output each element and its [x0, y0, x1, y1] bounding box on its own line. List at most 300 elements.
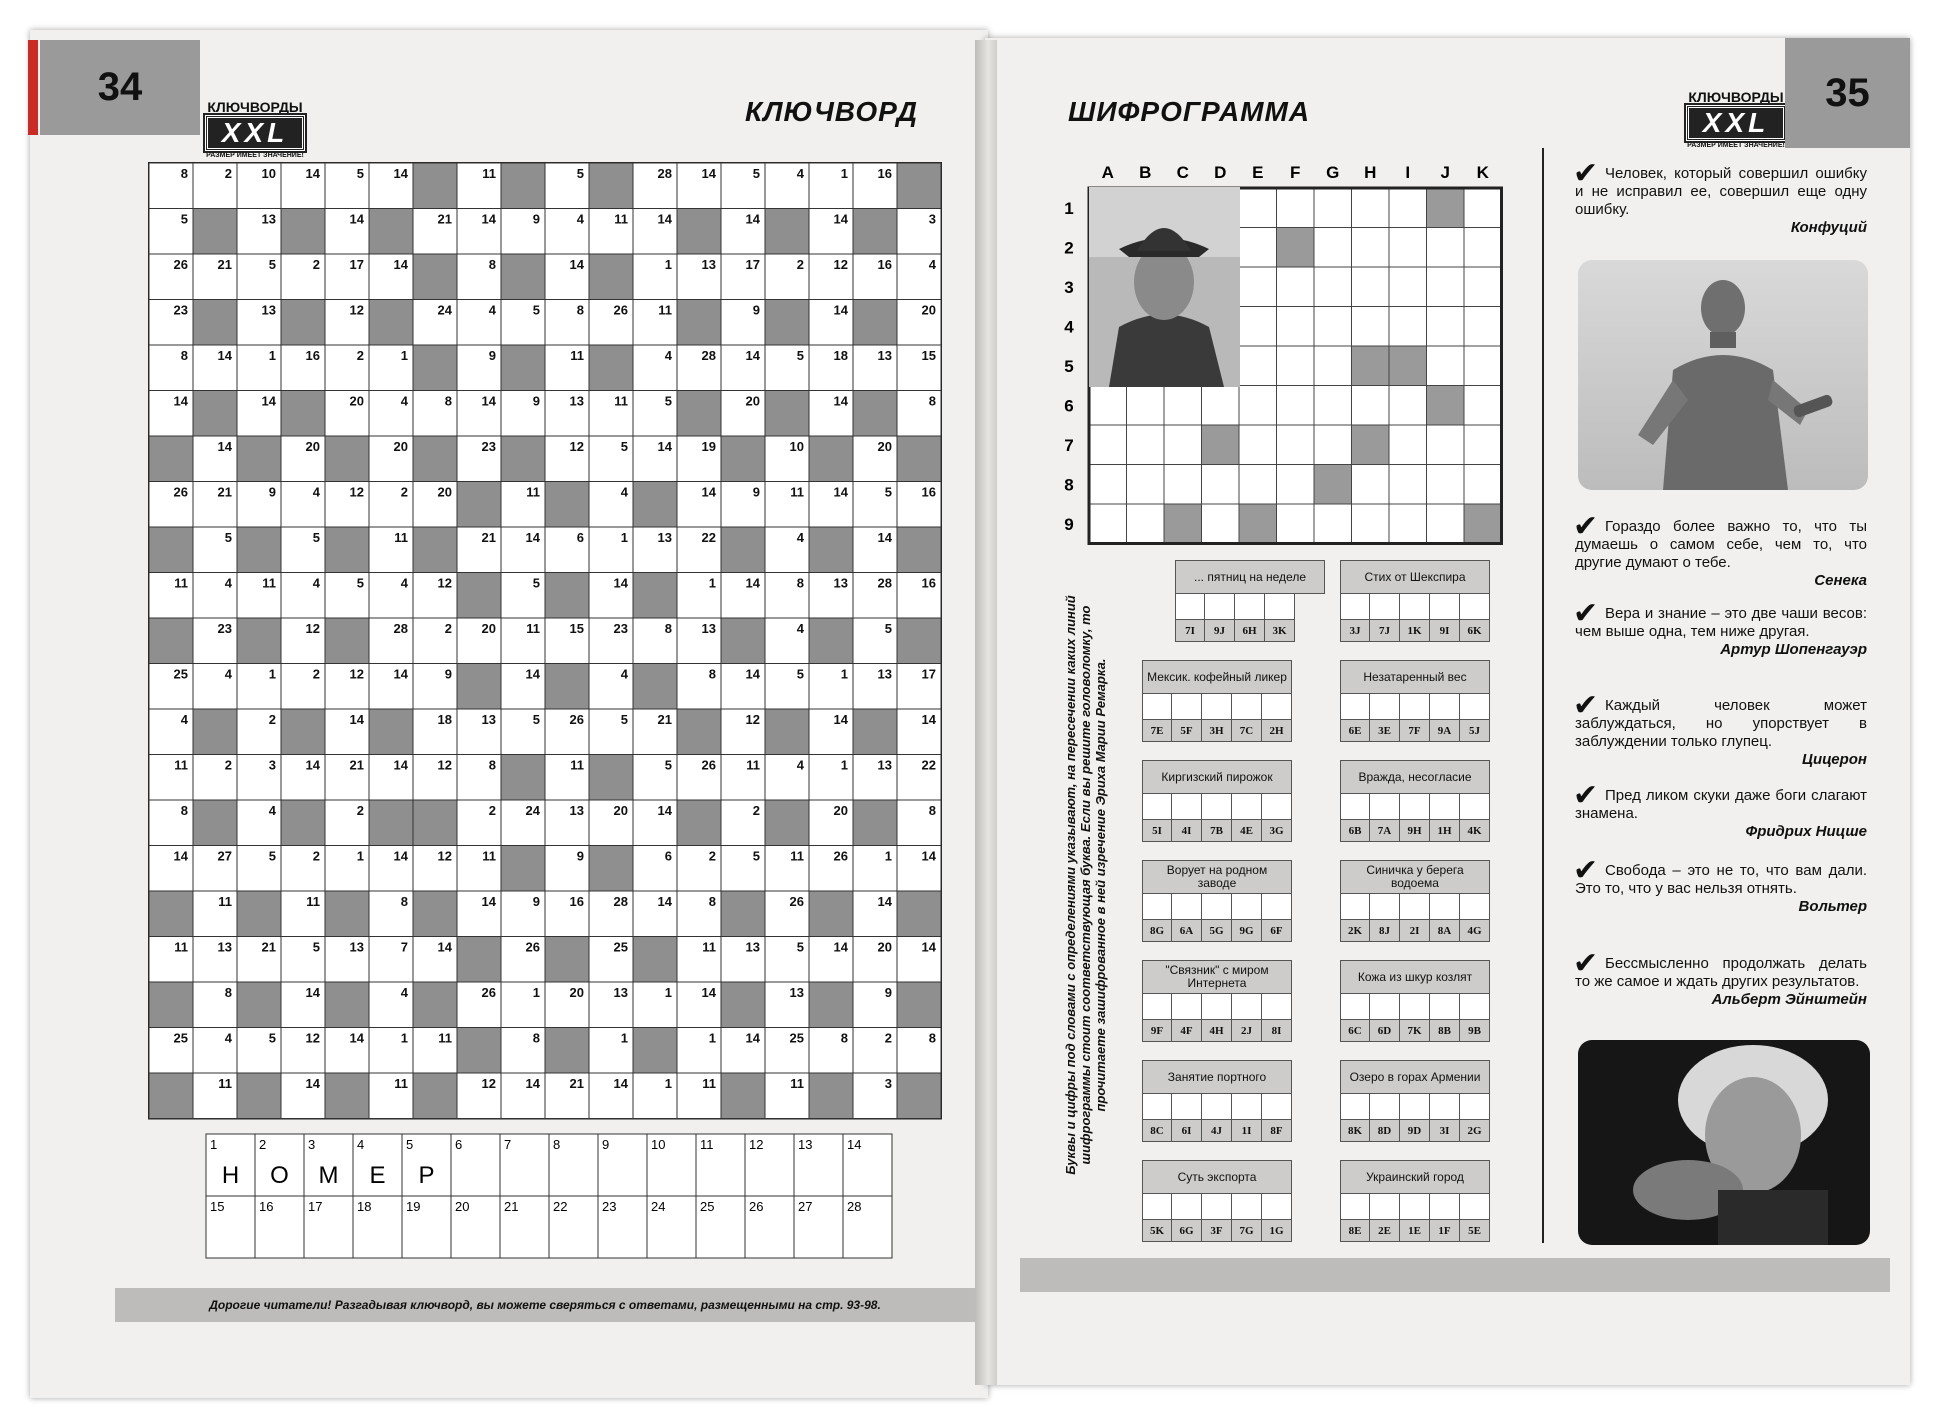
kw-cell-number: 11 [262, 575, 276, 591]
cipher-cell [1389, 267, 1427, 307]
kw-cell-number: 20 [305, 439, 320, 454]
cipher-cell [1314, 228, 1352, 268]
clue-letter-cell[interactable] [1370, 894, 1400, 920]
page-number-right: 35 [1785, 38, 1910, 148]
clue-letter-cell[interactable] [1262, 794, 1292, 820]
cipher-cell [1464, 465, 1502, 505]
kw-cell-number: 1 [268, 348, 276, 363]
clue-letter-cell[interactable] [1370, 1094, 1400, 1120]
cipher-cell [1464, 307, 1502, 347]
clue-letter-cell[interactable] [1172, 894, 1202, 920]
footer-note-left: Дорогие читатели! Разгадывая ключворд, вы можете сверяться с ответами, размещенными на стр. 93-98. [115, 1288, 975, 1322]
cipher-cell [1389, 346, 1427, 386]
kw-cell-number: 14 [305, 985, 320, 1000]
kw-cell [413, 436, 457, 482]
clue-letter-cell[interactable] [1460, 1194, 1490, 1220]
clue-letter-cell[interactable] [1370, 594, 1400, 620]
kw-cell-number: 5 [356, 166, 364, 181]
kw-cell-number: 14 [657, 439, 672, 454]
clue-code: 6F [1262, 920, 1292, 942]
kw-cell-number: 12 [437, 848, 452, 864]
quote-block [1575, 605, 1867, 659]
clue-letter-cell[interactable] [1172, 1094, 1202, 1120]
kw-cell [677, 709, 721, 755]
kw-cell-number: 5 [180, 211, 188, 227]
clue-letter-cell[interactable] [1400, 694, 1430, 720]
cipher-row-label: 1 [1064, 198, 1074, 218]
answer-number: 5 [406, 1137, 414, 1152]
kw-cell [589, 345, 633, 391]
kw-cell-number: 14 [833, 484, 848, 500]
kw-cell-number: 1 [400, 348, 408, 363]
clue-code: 3I [1430, 1120, 1460, 1142]
clue-letter-cell[interactable] [1340, 994, 1370, 1020]
clue-letter-cell[interactable] [1340, 594, 1370, 620]
quote-author: Фридрих Ницше [1745, 823, 1867, 840]
answer-letter: Р [418, 1162, 435, 1189]
kw-cell-number: 15 [921, 348, 936, 363]
clue-letter-cell[interactable] [1430, 594, 1460, 620]
kw-cell-number: 13 [789, 985, 804, 1000]
clue-box [1340, 660, 1490, 742]
kw-cell-number: 8 [576, 302, 584, 318]
kw-cell-number: 11 [658, 302, 672, 318]
brand-tagline: РАЗМЕР ИМЕЕТ ЗНАЧЕНИЕ! [1687, 142, 1785, 149]
clue-box [1142, 1160, 1292, 1242]
clue-letter-cell[interactable] [1202, 694, 1232, 720]
kw-cell-number: 12 [305, 621, 320, 636]
kw-cell [457, 1028, 501, 1074]
clue-letter-cell[interactable] [1460, 594, 1490, 620]
clue-letter-cell[interactable] [1172, 1194, 1202, 1220]
cipher-cell [1352, 504, 1390, 544]
kw-cell [193, 709, 237, 755]
cipher-instructions: Буквы и цифры под словами с определениями указывают, на пересечении каких линий шифрограммы стоит соответствующая буква. Если вы решите головоломку, то прочитаете зашифрованное в ней изречение Эриха Марии Ремарка. [1063, 595, 1108, 1175]
brand-logo-left [205, 100, 305, 160]
kw-cell-number: 1 [664, 1076, 672, 1091]
cipher-col-label: E [1252, 163, 1264, 182]
clue-text: Незатаренный вес [1340, 660, 1490, 694]
kw-cell-number: 4 [620, 484, 628, 500]
answer-number: 10 [651, 1137, 666, 1152]
clue-letter-cell[interactable] [1460, 694, 1490, 720]
kw-cell-number: 3 [884, 1076, 892, 1091]
clue-letter-cell[interactable] [1235, 594, 1265, 620]
cipher-cell [1389, 188, 1427, 228]
kw-cell-number: 2 [224, 757, 232, 773]
checkmark-icon: ✔ [1573, 688, 1599, 723]
kw-cell-number: 14 [217, 439, 232, 454]
kw-cell-number: 14 [657, 803, 672, 818]
kw-cell-number: 14 [833, 393, 848, 409]
cipher-cell [1314, 188, 1352, 228]
kw-cell-number: 13 [569, 393, 584, 409]
cipher-cell [1427, 267, 1465, 307]
kw-cell-number: 21 [481, 530, 496, 545]
cipher-cell [1352, 188, 1390, 228]
clue-code: 6D [1370, 1020, 1400, 1042]
answer-number: 13 [798, 1137, 813, 1152]
cipher-cell [1089, 465, 1127, 505]
kw-cell [237, 618, 281, 664]
kw-cell [149, 982, 193, 1028]
clue-code: 6K [1460, 620, 1490, 642]
cipher-cell [1277, 425, 1315, 465]
clue-text: Украинский город [1340, 1160, 1490, 1194]
cipher-cell [1277, 307, 1315, 347]
kw-cell-number: 11 [570, 757, 584, 773]
kw-cell-number: 11 [702, 1076, 716, 1091]
clue-letter-cell[interactable] [1232, 1194, 1262, 1220]
clue-code: 6G [1172, 1220, 1202, 1242]
cipher-cell [1239, 425, 1277, 465]
kw-cell-number: 13 [217, 939, 232, 955]
clue-letter-cell[interactable] [1262, 894, 1292, 920]
clue-letter-cell[interactable] [1340, 794, 1370, 820]
kw-cell-number: 11 [306, 894, 320, 909]
clue-letter-cell[interactable] [1430, 794, 1460, 820]
kw-cell-number: 20 [877, 439, 892, 454]
clue-letter-cell[interactable] [1400, 1094, 1430, 1120]
clue-letter-cell[interactable] [1172, 694, 1202, 720]
checkmark-icon: ✔ [1573, 596, 1599, 631]
kw-cell-number: 28 [877, 575, 892, 591]
kw-cell-number: 12 [833, 257, 848, 272]
kw-cell-number: 14 [833, 939, 848, 955]
kw-cell-number: 28 [393, 621, 408, 636]
clue-code: 1K [1400, 620, 1430, 642]
kw-cell [501, 846, 545, 892]
clue-letter-cell[interactable] [1340, 1094, 1370, 1120]
clue-letter-cell[interactable] [1262, 994, 1292, 1020]
clue-text: ... пятниц на неделе [1175, 560, 1325, 594]
kw-cell-number: 14 [701, 985, 716, 1000]
answer-number: 22 [553, 1199, 568, 1214]
answer-number: 11 [700, 1137, 714, 1152]
clue-letter-cell[interactable] [1262, 1094, 1292, 1120]
kw-cell [281, 709, 325, 755]
clue-letter-cell[interactable] [1232, 894, 1262, 920]
kw-cell-number: 19 [701, 439, 716, 454]
quote-author: Артур Шопенгауэр [1720, 641, 1867, 658]
cipher-cell [1239, 465, 1277, 505]
cipher-cell [1239, 504, 1277, 544]
clue-letter-cell[interactable] [1232, 694, 1262, 720]
clue-letter-cell[interactable] [1142, 694, 1172, 720]
clue-letter-cell[interactable] [1142, 894, 1172, 920]
cipher-cell [1464, 346, 1502, 386]
kw-cell-number: 23 [481, 439, 496, 454]
kw-cell-number: 11 [790, 1076, 804, 1091]
kw-cell-number: 11 [526, 621, 540, 636]
clue-letter-cell[interactable] [1142, 994, 1172, 1020]
kw-cell [369, 709, 413, 755]
kw-cell-number: 14 [525, 1076, 540, 1091]
cipher-cell [1427, 346, 1465, 386]
kw-cell-number: 5 [796, 666, 804, 682]
clue-text: Мексик. кофейный ликер [1142, 660, 1292, 694]
kw-cell-number: 16 [569, 894, 584, 909]
cipher-col-label: K [1476, 163, 1489, 182]
kw-cell-number: 20 [833, 803, 848, 818]
kw-cell-number: 11 [174, 575, 188, 591]
clue-box [1340, 1160, 1490, 1242]
kw-cell-number: 13 [701, 257, 716, 272]
cipher-cell [1089, 386, 1127, 426]
kw-cell-number: 14 [349, 712, 364, 727]
clue-letter-cell[interactable] [1172, 994, 1202, 1020]
kw-cell-number: 8 [532, 1030, 540, 1046]
clue-letter-cell[interactable] [1202, 1194, 1232, 1220]
clue-letter-cell[interactable] [1340, 694, 1370, 720]
clue-letter-cell[interactable] [1430, 694, 1460, 720]
kw-cell-number: 11 [614, 393, 628, 409]
clue-letter-cell[interactable] [1172, 794, 1202, 820]
kw-cell-number: 13 [569, 803, 584, 818]
brand-tagline: РАЗМЕР ИМЕЕТ ЗНАЧЕНИЕ! [206, 152, 304, 159]
kw-cell-number: 1 [840, 666, 848, 682]
clue-code: 7G [1232, 1220, 1262, 1242]
clue-letter-cell[interactable] [1205, 594, 1235, 620]
kw-cell-number: 15 [569, 621, 584, 636]
kw-cell-number: 5 [356, 575, 364, 591]
kw-cell [457, 937, 501, 983]
cipher-col-label: H [1364, 163, 1377, 182]
clue-letter-cell[interactable] [1370, 794, 1400, 820]
kw-cell-number: 11 [482, 166, 496, 181]
clue-letter-cell[interactable] [1232, 1094, 1262, 1120]
clue-code: 9F [1142, 1020, 1172, 1042]
clue-code: 2K [1340, 920, 1370, 942]
brand-logo-right [1686, 90, 1786, 150]
kw-cell [633, 573, 677, 619]
clue-letter-cell[interactable] [1370, 994, 1400, 1020]
clue-letter-cell[interactable] [1460, 994, 1490, 1020]
kw-cell [369, 300, 413, 346]
kw-cell-number: 4 [796, 166, 804, 181]
cipher-cell [1352, 228, 1390, 268]
clue-letter-cell[interactable] [1370, 1194, 1400, 1220]
answer-number: 25 [700, 1199, 715, 1214]
cipher-cell [1464, 228, 1502, 268]
kw-cell-number: 16 [877, 166, 892, 181]
kw-cell [193, 391, 237, 437]
clue-letter-cell[interactable] [1232, 794, 1262, 820]
clue-letter-cell[interactable] [1430, 1194, 1460, 1220]
kw-cell-number: 14 [525, 530, 540, 545]
kw-cell-number: 12 [569, 439, 584, 454]
clue-letter-cell[interactable] [1430, 994, 1460, 1020]
clue-letter-cell[interactable] [1400, 994, 1430, 1020]
kw-cell-number: 24 [437, 302, 452, 318]
kw-cell [457, 573, 501, 619]
clue-letter-cell[interactable] [1460, 1094, 1490, 1120]
clue-code: 4H [1202, 1020, 1232, 1042]
kw-cell-number: 1 [840, 166, 848, 181]
clue-letter-cell[interactable] [1460, 894, 1490, 920]
clue-code: 5G [1202, 920, 1232, 942]
kw-cell [897, 527, 941, 573]
cipher-cell [1277, 188, 1315, 228]
kw-cell-number: 8 [796, 575, 804, 591]
clue-code: 2H [1262, 720, 1292, 742]
cipher-cell [1464, 425, 1502, 465]
clue-letter-cell[interactable] [1400, 894, 1430, 920]
kw-cell [897, 436, 941, 482]
kw-cell [677, 300, 721, 346]
kw-cell-number: 12 [349, 302, 364, 318]
kw-cell-number: 14 [393, 166, 408, 181]
kw-cell-number: 14 [305, 166, 320, 181]
clue-letter-cell[interactable] [1430, 1094, 1460, 1120]
cipher-cell [1239, 386, 1277, 426]
clue-letter-cell[interactable] [1400, 1194, 1430, 1220]
kw-cell [633, 482, 677, 528]
kw-cell-number: 13 [613, 985, 628, 1000]
kw-cell-number: 14 [393, 666, 408, 682]
kw-cell-number: 3 [928, 211, 936, 227]
clue-letter-cell[interactable] [1370, 694, 1400, 720]
kw-cell-number: 11 [438, 1030, 452, 1046]
kw-cell-number: 12 [437, 575, 452, 591]
cipher-cell [1389, 465, 1427, 505]
kw-cell-number: 4 [488, 302, 496, 318]
kw-cell [897, 618, 941, 664]
kw-cell-number: 11 [570, 348, 584, 363]
clue-letter-cell[interactable] [1202, 994, 1232, 1020]
cipher-cell [1314, 307, 1352, 347]
clue-box [1142, 960, 1292, 1042]
quote-text: Человек, который совершил ошибку и не исправил ее, совершил еще одну ошибку. [1575, 165, 1867, 218]
answer-number: 24 [651, 1199, 666, 1214]
kw-cell [809, 891, 853, 937]
clue-letter-cell[interactable] [1142, 794, 1172, 820]
kw-cell-number: 5 [796, 348, 804, 363]
kw-cell-number: 4 [576, 211, 584, 227]
kw-cell [457, 664, 501, 710]
kw-cell-number: 13 [877, 666, 892, 682]
answer-number: 21 [504, 1199, 519, 1214]
clue-letter-cell[interactable] [1265, 594, 1295, 620]
kw-cell-number: 13 [877, 348, 892, 363]
cipher-cell [1389, 228, 1427, 268]
quote-text: Вера и знание – это две чаши весов: чем выше одна, тем ниже другая. [1575, 605, 1867, 640]
cipher-row-label: 2 [1064, 238, 1074, 258]
kw-cell-number: 4 [400, 985, 408, 1000]
kw-cell-number: 23 [217, 621, 232, 636]
cipher-cell [1389, 425, 1427, 465]
clue-code: 3E [1370, 720, 1400, 742]
clue-letter-cell[interactable] [1142, 1194, 1172, 1220]
answer-number: 6 [455, 1137, 463, 1152]
clue-letter-cell[interactable] [1142, 1094, 1172, 1120]
kw-cell-number: 26 [525, 939, 540, 955]
page-title-cipher: ШИФРОГРАММА [1068, 96, 1311, 127]
kw-cell [325, 982, 369, 1028]
cipher-row-label: 3 [1064, 277, 1074, 297]
kw-cell-number: 5 [312, 530, 320, 545]
kw-cell-number: 5 [224, 530, 232, 545]
kw-cell-number: 14 [701, 166, 716, 181]
kw-cell [501, 345, 545, 391]
kw-cell-number: 11 [526, 484, 540, 500]
clue-code: 8B [1430, 1020, 1460, 1042]
clue-letter-cell[interactable] [1400, 594, 1430, 620]
kw-cell-number: 11 [702, 939, 716, 955]
clue-letter-cell[interactable] [1202, 1094, 1232, 1120]
kw-cell-number: 14 [305, 757, 320, 773]
kw-cell [457, 482, 501, 528]
cipher-cell [1352, 425, 1390, 465]
clue-code: 9A [1430, 720, 1460, 742]
kw-cell-number: 4 [620, 666, 628, 682]
clue-letter-cell[interactable] [1460, 794, 1490, 820]
clue-text: Стих от Шекспира [1340, 560, 1490, 594]
clue-letter-cell[interactable] [1262, 1194, 1292, 1220]
answer-letter: Н [221, 1162, 240, 1189]
clue-letter-cell[interactable] [1232, 994, 1262, 1020]
clue-letter-cell[interactable] [1400, 794, 1430, 820]
cipher-cell [1164, 504, 1202, 544]
kw-cell-number: 28 [613, 894, 628, 909]
quote-author: Конфуций [1790, 219, 1867, 236]
cipher-cell [1427, 425, 1465, 465]
kw-cell-number: 12 [305, 1030, 320, 1046]
kw-cell-number: 21 [657, 712, 672, 727]
kw-cell-number: 8 [488, 757, 496, 773]
cipher-cell [1314, 346, 1352, 386]
kw-cell-number: 14 [745, 211, 760, 227]
kw-cell-number: 9 [576, 848, 584, 864]
clue-box [1142, 660, 1292, 742]
clue-letter-cell[interactable] [1202, 894, 1232, 920]
cipher-cell [1164, 425, 1202, 465]
clue-letter-cell[interactable] [1340, 1194, 1370, 1220]
kw-cell-number: 2 [268, 712, 276, 727]
clue-letter-cell[interactable] [1262, 694, 1292, 720]
checkmark-icon: ✔ [1573, 778, 1599, 813]
kw-cell-number: 20 [569, 985, 584, 1000]
clue-letter-cell[interactable] [1340, 894, 1370, 920]
clue-code: 5I [1142, 820, 1172, 842]
kw-cell-number: 21 [569, 1076, 584, 1091]
clue-letter-cell[interactable] [1202, 794, 1232, 820]
kw-cell-number: 5 [620, 439, 628, 454]
cipher-cell [1239, 267, 1277, 307]
kw-cell-number: 11 [174, 939, 188, 955]
clue-box [1142, 760, 1292, 842]
kw-cell [589, 254, 633, 300]
quote-author: Сенека [1814, 572, 1867, 589]
kw-cell-number: 8 [840, 1030, 848, 1046]
kw-cell-number: 13 [877, 757, 892, 773]
kw-cell [765, 209, 809, 255]
kw-cell [633, 1028, 677, 1074]
kw-cell [413, 345, 457, 391]
kw-cell [765, 709, 809, 755]
kw-cell [809, 1073, 853, 1119]
answer-number: 1 [210, 1137, 218, 1152]
kw-cell-number: 14 [217, 348, 232, 363]
kw-cell-number: 5 [664, 757, 672, 773]
kw-cell-number: 14 [481, 211, 496, 227]
cipher-cell [1464, 386, 1502, 426]
clue-box [1142, 860, 1292, 942]
quote-block [1575, 518, 1867, 590]
cipher-cell [1352, 346, 1390, 386]
clue-letter-cell[interactable] [1430, 894, 1460, 920]
clue-letter-cell[interactable] [1175, 594, 1205, 620]
